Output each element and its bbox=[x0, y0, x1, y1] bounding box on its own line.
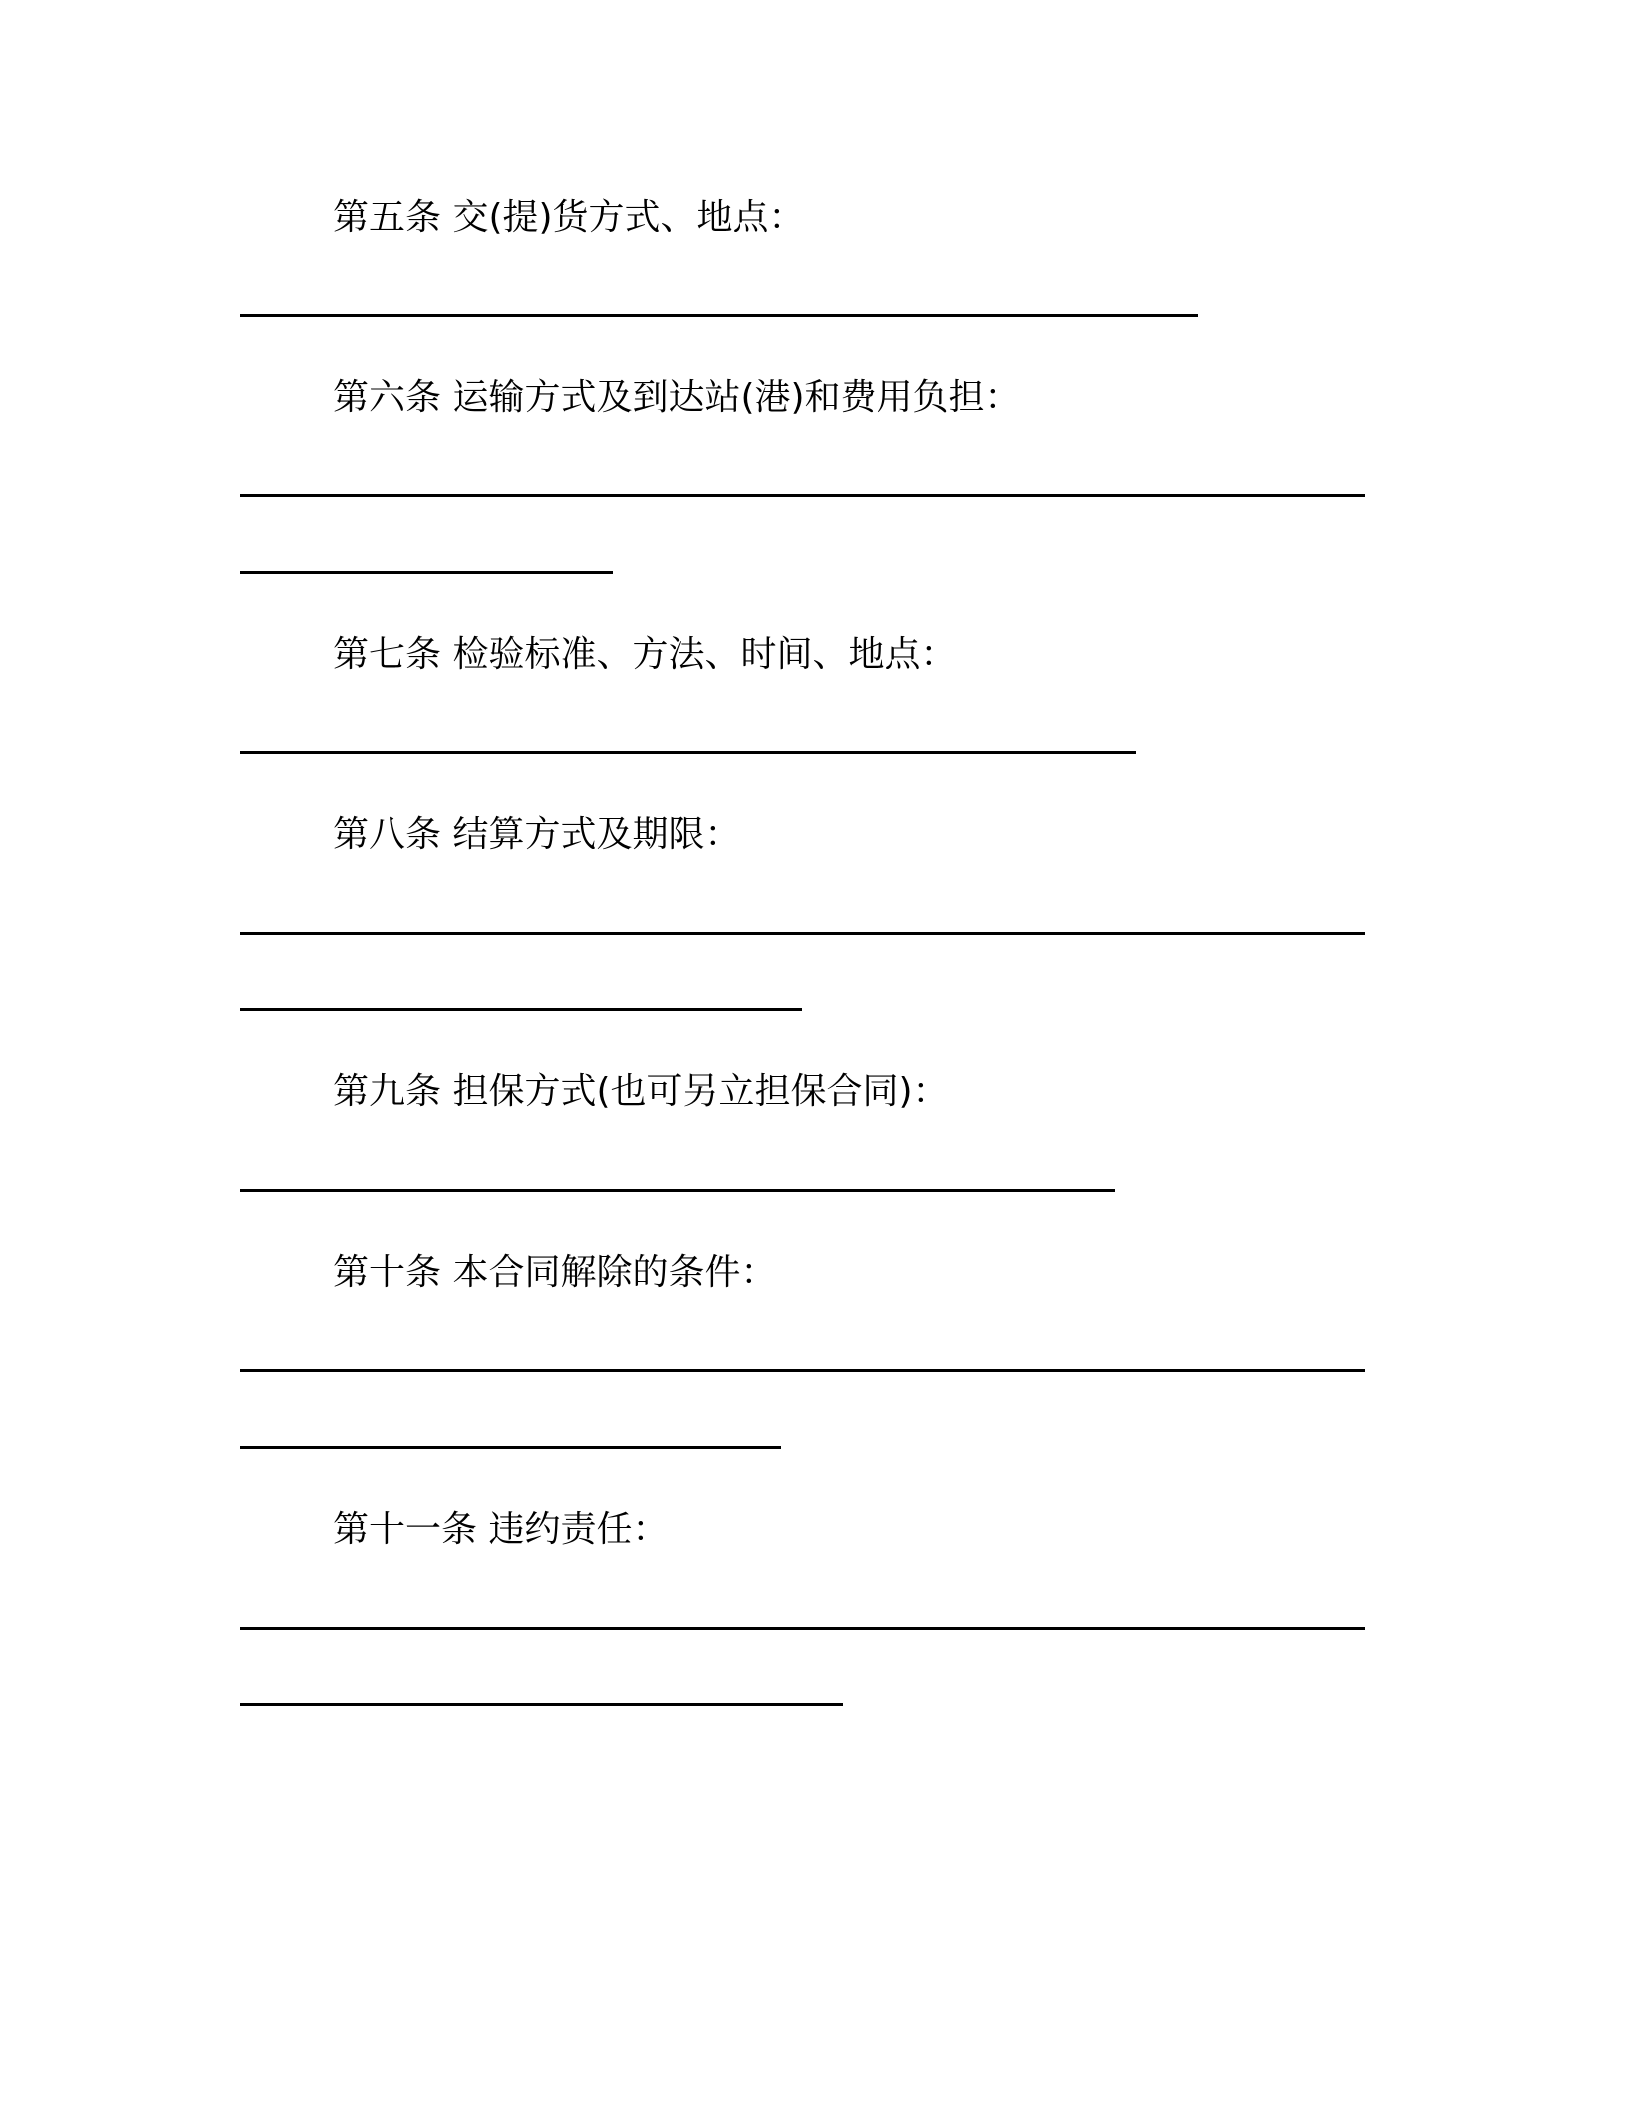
article-10-fill-line-2 bbox=[240, 1446, 781, 1449]
article-6-fill-line-1 bbox=[240, 494, 1365, 497]
article-10-heading: 第十条 本合同解除的条件： bbox=[333, 1252, 777, 1293]
article-5-heading: 第五条 交(提)货方式、地点： bbox=[333, 197, 805, 238]
article-6-heading: 第六条 运输方式及到达站(港)和费用负担： bbox=[333, 377, 1021, 418]
article-8-fill-line-2 bbox=[240, 1008, 802, 1011]
article-10-fill-line-1 bbox=[240, 1369, 1365, 1372]
article-11-heading: 第十一条 违约责任： bbox=[333, 1509, 669, 1550]
article-6-fill-line-2 bbox=[240, 571, 613, 574]
article-7-fill-line bbox=[240, 751, 1136, 754]
article-8-fill-line-1 bbox=[240, 932, 1365, 935]
article-9-fill-line bbox=[240, 1189, 1115, 1192]
article-5-fill-line bbox=[240, 314, 1198, 317]
article-8-heading: 第八条 结算方式及期限： bbox=[333, 814, 741, 855]
article-11-fill-line-1 bbox=[240, 1627, 1365, 1630]
article-11-fill-line-2 bbox=[240, 1703, 843, 1706]
article-7-heading: 第七条 检验标准、方法、时间、地点： bbox=[333, 634, 957, 675]
article-9-heading: 第九条 担保方式(也可另立担保合同)： bbox=[333, 1071, 949, 1112]
